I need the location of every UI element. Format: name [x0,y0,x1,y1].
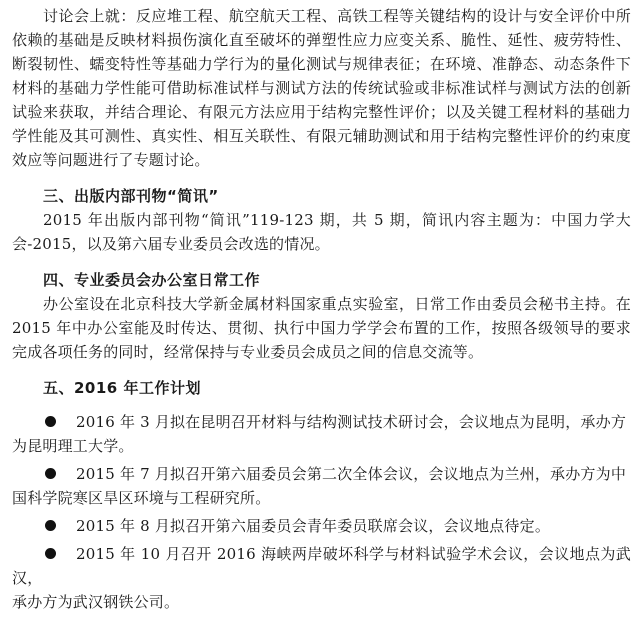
bullet-icon [45,548,56,559]
section-3-paragraph: 2015 年出版内部刊物“简讯”119-123 期，共 5 期，简讯内容主题为：中国力学大会-2015，以及第六届专业委员会改选的情况。 [12,211,631,253]
plan-item [12,514,631,538]
plan-item-line [12,462,631,486]
plan-item [12,542,631,614]
plan-item-text: 2015 年 10 月召开 2016 海峡两岸破坏科学与材料试验学术会议，会议地点为武汉， [12,545,631,587]
bullet-icon [45,520,56,531]
plan-item-continuation: 为昆明理工大学。 [12,437,134,455]
plan-item [12,410,631,458]
plan-item-text: 2016 年 3 月拟在昆明召开材料与结构测试技术研讨会，会议地点为昆明，承办方 [76,413,627,431]
plan-item [12,462,631,510]
plan-item-continuation: 国科学院寒区旱区环境与工程研究所。 [12,489,271,507]
bullet-icon [45,416,56,427]
intro-paragraph: 讨论会上就：反应堆工程、航空航天工程、高铁工程等关键结构的设计与安全评价中所依赖的基础是反映材料损伤演化直至破坏的弹塑性应力应变关系、脆性、延性、疲劳特性、断裂韧性、蠕变特性等基础力学行为的量化测试与规律表征；在环境、准静态、动态条件下材料的基础力学性能可借助标准试样与测试方法的传统试验或非标准试样与测试方法的创新试验来获取，并结合理论、有限元方法应用于结构完整性评价；以及关键工程材料的基础力学性能及其可测性、真实性、相互关联性、有限元辅助测试和用于结构完整性评价的约束度效应等问题进行了专题讨论。 [12,7,631,169]
section-4-heading: 四、专业委员会办公室日常工作 [43,271,261,289]
plan-item-line [12,410,631,434]
plan-item-text: 2015 年 7 月拟召开第六届委员会第二次全体会议，会议地点为兰州，承办方为中 [76,465,627,483]
plan-item-text: 2015 年 8 月拟召开第六届委员会青年委员联席会议，会议地点待定。 [76,517,551,535]
section-4-paragraph: 办公室设在北京科技大学新金属材料国家重点实验室，日常工作由委员会秘书主持。在 2015 年中办公室能及时传达、贯彻、执行中国力学学会布置的工作，按照各级领导的要求完成各项任务的同时，经常保持与专业委员会成员之间的信息交流等。 [12,295,631,361]
plan-item-line [12,514,631,538]
section-5-heading: 五、2016 年工作计划 [43,379,201,397]
plan-item-line [12,542,631,590]
section-3-heading: 三、出版内部刊物“简讯” [43,187,219,205]
plan-item-continuation: 承办方为武汉钢铁公司。 [12,593,180,611]
bullet-icon [45,468,56,479]
